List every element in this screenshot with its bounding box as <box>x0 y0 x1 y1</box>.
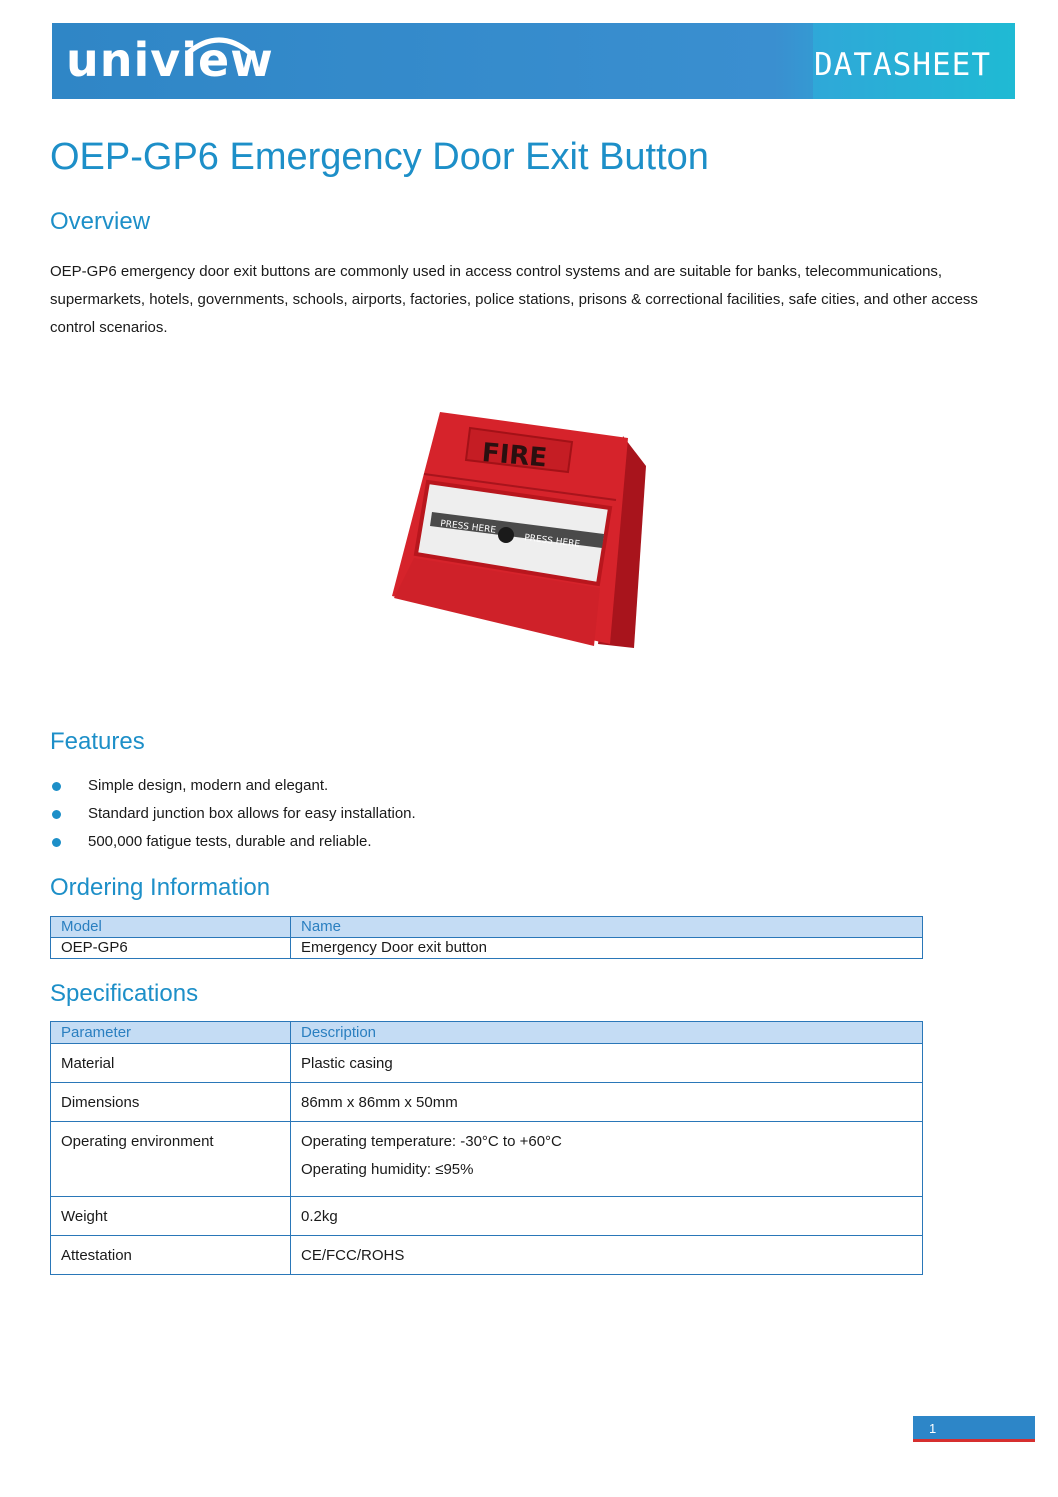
spec-param: Weight <box>51 1197 291 1236</box>
page-number: 1 <box>913 1416 1035 1442</box>
table-row <box>51 1044 923 1083</box>
table-row <box>51 1083 923 1122</box>
feature-item: 500,000 fatigue tests, durable and reliable. <box>50 828 416 856</box>
bullet-icon <box>52 838 61 847</box>
table-row <box>51 1236 923 1275</box>
spec-desc: Plastic casing <box>291 1044 923 1083</box>
spec-param: Material <box>51 1044 291 1083</box>
bullet-icon <box>52 810 61 819</box>
col-parameter: Parameter <box>51 1022 291 1044</box>
spec-desc: Operating temperature: -30°C to +60°C Operating humidity: ≤95% <box>291 1122 923 1197</box>
ordering-heading: Ordering Information <box>50 874 271 901</box>
press-here-right: PRESS HERE <box>523 533 581 550</box>
col-description: Description <box>291 1022 923 1044</box>
cell-model: OEP-GP6 <box>51 938 291 959</box>
table-row <box>51 1197 923 1236</box>
document-title: OEP-GP6 Emergency Door Exit Button <box>50 136 709 178</box>
specifications-table <box>50 1021 923 1275</box>
spec-param: Operating environment <box>51 1122 291 1197</box>
product-image <box>388 408 650 654</box>
uniview-logo: uniview <box>66 33 274 87</box>
features-list <box>50 772 416 856</box>
overview-heading: Overview <box>50 208 151 235</box>
logo-arc-icon <box>184 33 254 57</box>
datasheet-badge: DATASHEET <box>814 47 991 83</box>
datasheet-badge-bg <box>813 23 1015 99</box>
features-heading: Features <box>50 728 145 755</box>
specifications-heading: Specifications <box>50 980 199 1007</box>
feature-item: Standard junction box allows for easy installation. <box>50 800 416 828</box>
spec-param: Dimensions <box>51 1083 291 1122</box>
header-band <box>52 23 1015 99</box>
spec-desc: 0.2kg <box>291 1197 923 1236</box>
feature-item: Simple design, modern and elegant. <box>50 772 416 800</box>
spec-param: Attestation <box>51 1236 291 1275</box>
cell-name: Emergency Door exit button <box>291 938 923 959</box>
col-model: Model <box>51 917 291 938</box>
fire-label: FIRE <box>480 437 549 474</box>
table-row <box>51 938 923 959</box>
spec-desc: 86mm x 86mm x 50mm <box>291 1083 923 1122</box>
press-here-left: PRESS HERE <box>439 519 497 536</box>
spec-desc: CE/FCC/ROHS <box>291 1236 923 1275</box>
ordering-table <box>50 916 923 959</box>
bullet-icon <box>52 782 61 791</box>
table-row <box>51 1122 923 1197</box>
col-name: Name <box>291 917 923 938</box>
overview-text: OEP-GP6 emergency door exit buttons are commonly used in access control systems and are suitable for banks, telecommunications, supermarkets, hotels, governments, schools, airports, factories, police stations, prisons & correctional facilities, safe cities, and other access control scenarios. <box>50 263 978 336</box>
